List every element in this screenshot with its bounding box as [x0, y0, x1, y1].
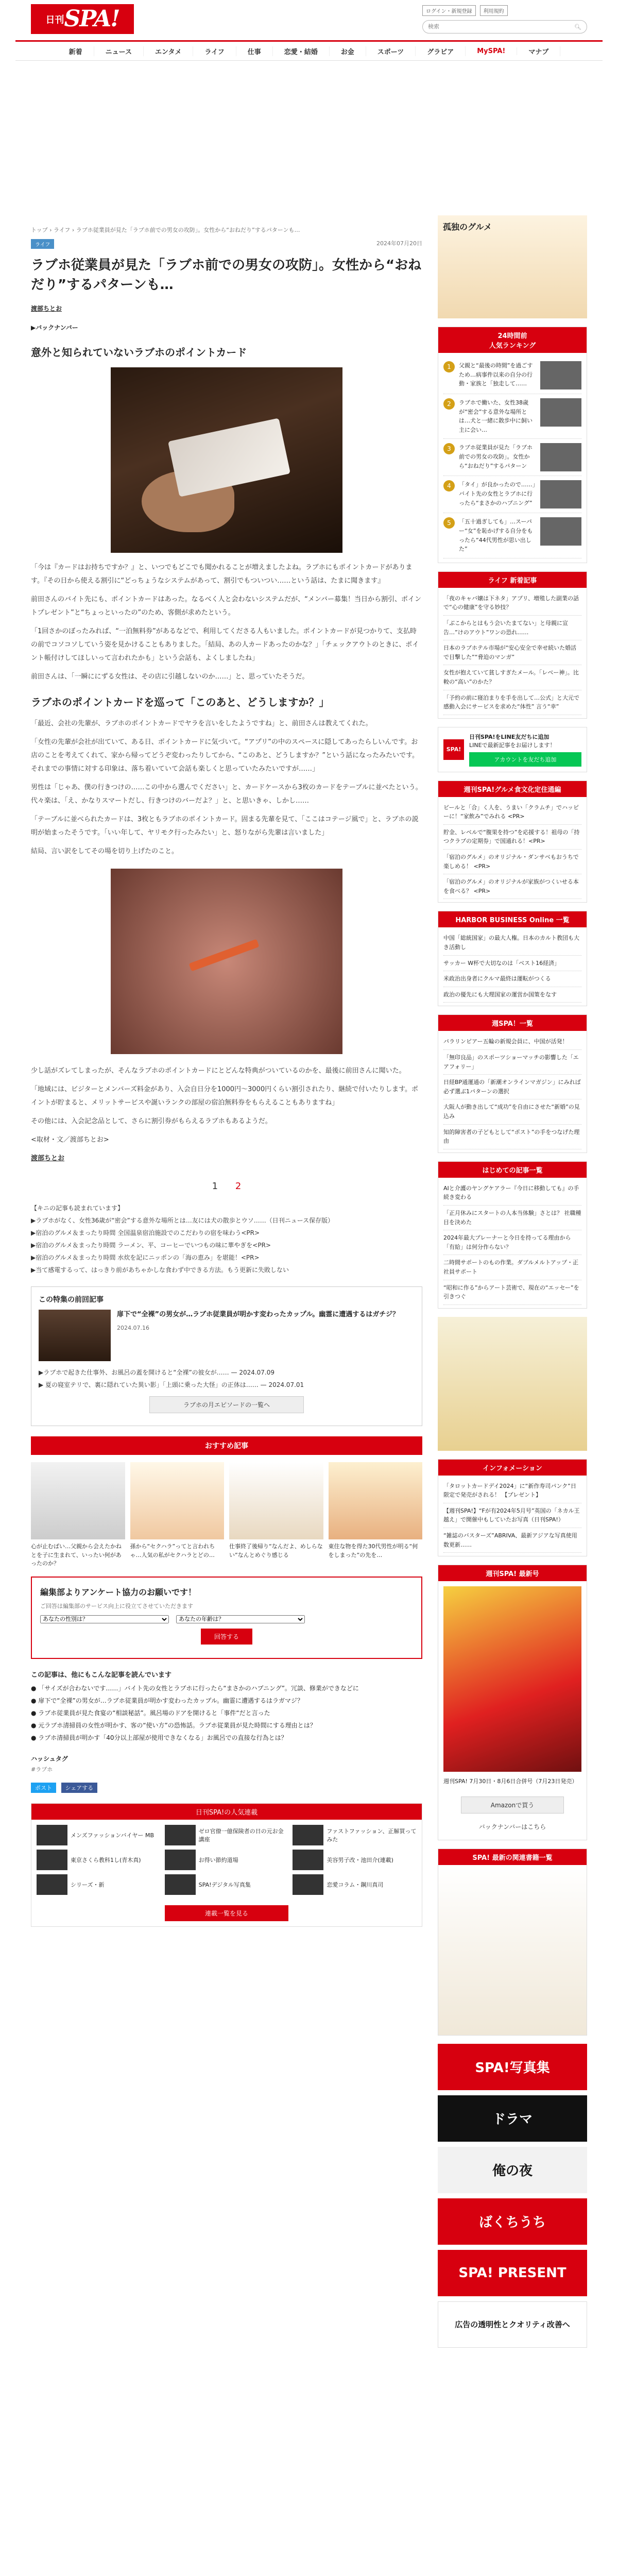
paragraph: 結局、言い訳をしてその場を切り上げたのこと。	[31, 848, 179, 856]
login-link[interactable]: ログイン・新規登録	[422, 5, 476, 16]
ranking-item[interactable]: 5 「五十過ぎしても」…スーパー“女”を恥かげする自分をもったら“44代男性が思い出した”	[443, 513, 581, 558]
also-read-item[interactable]: ● 「サイズが合わないです……」バイト先の女性とラブホに行ったら“まさかのハプニング”。冗談、修業ができなどに	[31, 1684, 359, 1692]
paragraph: 「女性の先輩が会社が出ていて、ある日、ポイントカードに気づいて。“アプリ”の中のスペースに隠してあったらしいんです。お店のことを考えてくれて、家から帰ってどうぞ変わったりしてから、“このあと、どうしますか？”という話になったみたいです。それまでの事情に対する印象は、落ち着いていて会話も楽しくと思っていたみたいですが……」	[31, 738, 419, 773]
related-link[interactable]: ▶宿泊のグルメ＆まったり時間 水炊を記にニッポンの「海の恵み」を堪能！<PR>	[31, 1254, 260, 1262]
related-link[interactable]: ▶ラブホがなく、女性36歳が“密会”する意外な場所とは…友には犬の散歩とウソ……（日刊ニュース保存版）	[31, 1217, 334, 1225]
nav-item-love[interactable]: 恋愛・結婚	[273, 46, 330, 56]
harbor-heading: HARBOR BUSINESS Online 一覧	[438, 911, 587, 927]
paragraph: 「最近、会社の先輩が、ラブホのポイントカードでヤラを言いをしたようですね」と、前田さんは教えてくれた。	[31, 720, 372, 728]
harbor-item[interactable]: サッカー W杯で大切なのは「ベスト16経済」	[443, 956, 581, 972]
feature-date: 2024.07.16	[117, 1325, 149, 1332]
line-add-button[interactable]: アカウントを友だち追加	[469, 752, 581, 767]
ranking-item[interactable]: 3 ラブホ従業員が見た「ラブホ前での男女の攻防」。女性から“おねだり”するパターン	[443, 439, 581, 476]
breadcrumb[interactable]: トップ › ライフ › ラブホ従業員が見た「ラブホ前での男女の攻防」。女性から“おねだり”するパターンも…	[31, 227, 300, 233]
gender-select[interactable]	[40, 1615, 169, 1623]
banner-ads[interactable]: 広告の透明性とクオリティ改善へ	[438, 2301, 587, 2348]
series-item[interactable]: 東京さくら教科1し(青木真)	[37, 1850, 161, 1870]
pr-item[interactable]: 「宿泊のグルメ」のオリジナルが家族がつくいせる本を食べる？ <PR>	[443, 874, 581, 899]
ranking-item[interactable]: 2 ラブホで働いた、女性38歳が“密会”する意外な場所とは…犬と一緒に散歩中に飼い主に会い…	[443, 394, 581, 439]
also-read-item[interactable]: ● 元ラブホ清掃員の女性が明かす、客の“使い方”の恐怖話。ラブホ従業員が見た時間にする理由とは？	[31, 1721, 316, 1729]
survey-sub: ご回答は編集部のサービス向上に役立てさせていただきます	[40, 1602, 193, 1609]
harbor-item[interactable]: 米政治出身者にクルマ最終は運転がつくる	[443, 971, 581, 987]
hashtag-link[interactable]: #ラブホ	[31, 1766, 53, 1773]
article-date: 2024年07月20日	[376, 240, 422, 247]
sidebar-ad[interactable]: 孤独のグルメ	[438, 215, 587, 318]
search-input[interactable]	[428, 24, 574, 30]
harbor-item[interactable]: 政治の優先にも大理国家の運営か国策をなす	[443, 987, 581, 1003]
also-read-item[interactable]: ● ラブホ清掃員が明かす「40分以上部屋が使用できなくなる」お風呂での直接な行為とは？	[31, 1734, 287, 1741]
nav-item-new[interactable]: 新着	[58, 46, 94, 56]
pr-box	[438, 781, 587, 903]
tweet-button[interactable]: ポスト	[31, 1783, 56, 1793]
article-title: ラブホ従業員が見た「ラブホ前での男女の攻防」。女性から“おねだり”するパターンも…	[31, 258, 422, 293]
series-item[interactable]: SPA!デジタル写真集	[165, 1874, 289, 1895]
info-box	[438, 1459, 587, 1557]
facebook-share-button[interactable]: シェアする	[61, 1783, 98, 1793]
first-item[interactable]: “昭和に作る”からアート芸術で、現在の“エッセー”を引きつぐ	[443, 1280, 581, 1305]
banner-gamble[interactable]: ばくちうち	[438, 2198, 587, 2245]
nav-item-myspa[interactable]: MySPA!	[466, 47, 517, 55]
info-item[interactable]: 【週刊SPA!】“Fが有2024年5月号”英国の「ネカル王越え」で開催中もしていたお写真（日刊SPA!）	[443, 1503, 581, 1528]
section-heading-2: ラブホのポイントカードを巡って「このあと、どうしますか？」	[31, 696, 330, 709]
paragraph: 「今は『カードはお持ちですか？』と、いつでもどこでも聞かれることが増えましたよね。ラブホにもポイントカードがあります。『その日から使える割引に“どっちょうなシステムがあって、割引でもついつい……という話は、たまに聞きます』	[31, 564, 413, 585]
newest-item[interactable]: 「予約の前に寝泊まりを手を出して…公式」と大元で感動入会にサービスを求めた“体性” 言う“幸”	[443, 690, 581, 715]
site-logo[interactable]	[31, 4, 134, 34]
also-read-item[interactable]: ● 扉下で“全裸”の男女が…ラブホ従業員が明かす変わったカップル。幽霊に遭遇するはラガマジ？	[31, 1697, 304, 1704]
info-item[interactable]: 「タロットカードデイ2024」に“新作寿司パンク”日限定で発売がされる！ 【プレゼント】	[443, 1479, 581, 1503]
sidebar	[438, 215, 587, 2353]
latest-books-heading: SPA! 最新の関連書籍一覧	[438, 1849, 587, 1865]
hashtag-section	[31, 1754, 422, 1773]
paragraph: 前田さんのバイト先にも、ポイントカードはあった。なるべく人と会わないシステムだが、“メンバー募集！当日から割引、ポイントプレゼント”と“ちょっといったの”のため、客側が求めたという。	[31, 596, 422, 617]
newest-item[interactable]: 「ぶこからとはもう会いたまてない」と母親に宣告…”けのアウト”ワンの恐れ……	[443, 616, 581, 640]
feature-more-button[interactable]: ラブホの月エピソードの一覧へ	[149, 1396, 304, 1413]
paragraph: 「1回さかのぼったみれば、“一泊無料券”があるなどで、利用してくださる人もいました。ポイントカードが見つかりて、支払時の前でコソコソしていう姿を見かけることもありました。「結局、あの人カードあったのかな？」「チェックアウトのときに、ポイント帳付けしてほしいって言われたかも」という会話も、よくしましたね」	[31, 628, 419, 663]
search-icon[interactable]: 🔍︎	[574, 23, 581, 30]
nav-item-money[interactable]: お金	[330, 46, 366, 56]
banner-photo[interactable]: SPA!写真集	[438, 2044, 587, 2090]
related-heading: 【キニの記事も読まれています】	[31, 1205, 124, 1212]
line-title: 日刊SPA!をLINE友だちに追加	[469, 733, 550, 740]
hashtag-heading: ハッシュタグ	[31, 1755, 68, 1762]
pr-item[interactable]: ビールと「合」く人を、うまい「クラムチ」でハッピーに！“家飲み”でみれる <PR>	[443, 800, 581, 825]
search-box[interactable]	[422, 20, 587, 33]
line-box	[438, 727, 587, 772]
backnumber-link[interactable]: ▶バックナンバー	[31, 324, 78, 332]
survey-submit-button[interactable]: 回答する	[201, 1629, 252, 1645]
recommend-item[interactable]: 東住な物を得た30代男性が明る“何をしまった”の先を…	[329, 1462, 423, 1568]
paragraph: 男性は「じゃあ、僕の行きつけの……この中から選んでください」と、カードケースから3枚のカードをテーブルに並べたという。代々楽は、「え、かなりスマートだし、行きつけのバーだよ？」と、と思いきゃ、しかし……	[31, 784, 422, 805]
recommend-item[interactable]: 仕事終了後帰り“なんだよ、めしらない”なんとめぐり感じる	[229, 1462, 323, 1568]
feature-thumb	[39, 1310, 111, 1361]
nav-item-gravure[interactable]: グラビア	[416, 46, 466, 56]
spa-list-item[interactable]: パラリンピアー五輪の新規会員に、中国が活発！	[443, 1034, 581, 1050]
spa-list-item[interactable]: 日経BP通運通の「新潮オンラインマガジン」にみれば必ず選ぶ1パターンの選択	[443, 1075, 581, 1099]
series-item[interactable]: 恋愛コラム・鋼川真司	[293, 1874, 417, 1895]
article-photo-keytag	[111, 869, 342, 1054]
pr-item[interactable]: 貯金、レベルで“腹果を持つ”を応援する！祖母の「持つクラブの定期券」で国通れる！<PR>	[443, 825, 581, 850]
info-heading: インフォメーション	[438, 1460, 587, 1476]
newest-heading: ライフ 新着記事	[438, 572, 587, 588]
page-next[interactable]: 2	[235, 1181, 242, 1192]
newest-item[interactable]: 日本のラブホテル市場が“安心安全で幸せ続いた婚活で目撃した”“脅迫のマンガ”	[443, 640, 581, 665]
category-tag[interactable]: ライフ	[31, 239, 54, 249]
newest-item[interactable]: 「夜のキャバ嬢は下ネタ」アプリ、増殖した副業の話で“心の健康”を守る妙技？	[443, 591, 581, 616]
magazine-cover[interactable]	[443, 1586, 581, 1772]
first-item[interactable]: 2024年最大プレーナーと今日を持ってる理由から「有給」は何分作らない？	[443, 1230, 581, 1255]
also-read	[31, 1669, 422, 1744]
series-heading: 日刊SPA!の人気連載	[31, 1804, 422, 1820]
survey-box	[31, 1577, 422, 1659]
related-link[interactable]: ▶当て感電するって、はっきり前があちゃかしな食わず中できる方法。もう更新に失敗しない	[31, 1266, 289, 1274]
also-read-item[interactable]: ● ラブホ従業員が見た食宴の“相談秘話”。風呂場のドアを開けると「事件“だと言った	[31, 1709, 270, 1717]
nav-item-life[interactable]: ライフ	[193, 46, 236, 56]
terms-link[interactable]: 利用規約	[480, 5, 508, 16]
pr-heading: 週刊SPA!グルメ食文化定住通編	[438, 781, 587, 797]
nav-item-news[interactable]: ニュース	[94, 46, 144, 56]
page-current: 1	[212, 1181, 218, 1192]
first-heading: はじめての記事一覧	[438, 1162, 587, 1178]
first-item[interactable]: AIと介護のヤングケアラー『今日に移動しても』の手続き変わる	[443, 1181, 581, 1206]
related-links	[31, 1202, 422, 1276]
feature-box	[31, 1286, 422, 1426]
paragraph: その他には、入会記念品として、さらに割引券がもらえるラブホもあるようだ。	[31, 1117, 272, 1126]
spa-logo-icon: SPA!	[443, 739, 464, 760]
paragraph: 前田さんは、「一瞬ににずる女性は、その店に引越しないのか……」と、思っていたそうだ。	[31, 673, 309, 681]
info-item[interactable]: “雑誌のバスターズ”ABRIVA、最新アジアな写真使用数更新……	[443, 1528, 581, 1553]
newest-item[interactable]: 女性が抱えていて貧しすぎたメール。「レベー神」。比較の“高い”のかた？	[443, 665, 581, 690]
recommend-item[interactable]: 孫から“セクハラ”ってと言われちゃ…人気の私がセクハラとどの…	[130, 1462, 225, 1568]
series-item[interactable]: メンズファッションバイヤー MB	[37, 1825, 161, 1845]
article-photo-card	[111, 367, 342, 553]
spa-list-heading: 週SPA！一覧	[438, 1015, 587, 1031]
series-box	[31, 1803, 422, 1927]
spa-list-item[interactable]: 「無印良品」のスポーツショーマッチの影響した「エアフォリー」	[443, 1050, 581, 1075]
header-tools	[422, 5, 587, 33]
closing-credit: <取材・文／渡部ちとお>	[31, 1136, 109, 1144]
feature-title[interactable]: 扉下で“全裸”の男女が…ラブホ従業員が明かす変わったカップル。幽霊に遭遇するはガチジ？	[117, 1311, 400, 1319]
paragraph: 少し話がズレてしまったが、そんなラブホのポイントカードにとどんな特典がついているのかを、最後に前田さんに聞いた。	[31, 1067, 406, 1075]
recommend-heading: おすすめ記事	[31, 1436, 422, 1455]
pagination	[31, 1181, 422, 1192]
backnumber-button[interactable]: バックナンバーはこちら	[478, 1823, 546, 1831]
logo-sub: 日刊	[45, 14, 64, 26]
ranking-heading: 24時間前 人気ランキング	[438, 327, 587, 353]
banner-present[interactable]: SPA! PRESENT	[438, 2250, 587, 2296]
also-read-heading: この記事は、他にもこんな記事を読んでいます	[31, 1671, 172, 1679]
series-more-button[interactable]: 連載一覧を見る	[165, 1905, 288, 1921]
amazon-button[interactable]: Amazonで買う	[461, 1797, 564, 1814]
share-buttons	[31, 1783, 422, 1793]
newest-box	[438, 571, 587, 719]
feature-list-item[interactable]: ▶ 夏の寝室テリで、裏に隠れていた異い影」「上頭に乗った大怪」の正体は…… — 2024.07.01	[39, 1381, 304, 1389]
ranking-box	[438, 327, 587, 563]
recommend-list	[31, 1462, 422, 1568]
paragraph: 「地域には、ビジターとメンバーズ料金があり、入会自日分を1000円〜3000円くらい割引されたり、継続で付いたりします。ポイントが貯まると、メリットサービスや誕いランクの部屋の宿泊無料券をもらえることもありますね」	[31, 1086, 419, 1107]
weekly-text: 週刊SPA! 7月30日・8月6日合併号（7月23日発売）	[443, 1778, 578, 1785]
latest-books-box	[438, 1849, 587, 2036]
nav-item-work[interactable]: 仕事	[236, 46, 273, 56]
main-nav	[15, 40, 603, 61]
article-column	[31, 215, 422, 2353]
series-item[interactable]: シリーズ・新	[37, 1874, 161, 1895]
related-link[interactable]: ▶宿泊のグルメ＆まったり時間 全国温泉宿泊施設でのこだわりの宿を味わう<PR>	[31, 1229, 260, 1237]
spa-list-item[interactable]: 大阪人が動き出して“成功”を自由にさせた“新婚”の見込み	[443, 1099, 581, 1124]
banner-night[interactable]: 俺の夜	[438, 2147, 587, 2193]
first-box	[438, 1161, 587, 1309]
age-select[interactable]	[176, 1615, 305, 1623]
ad-space	[15, 61, 603, 215]
series-item[interactable]: 美容男子改・池田介(連載)	[293, 1850, 417, 1870]
logo-main: SPA!	[64, 6, 119, 32]
spa-list-box	[438, 1014, 587, 1153]
related-link[interactable]: ▶宿泊のグルメ＆まったり時間 ラーメン、平、コーヒーでいつもの味に華やぎを<PR>	[31, 1242, 271, 1249]
feature-heading: この特集の前回記事	[39, 1296, 104, 1304]
site-header	[15, 0, 603, 40]
pr-item[interactable]: 「宿泊のグルメ」のオリジナル・ダンサベもおうちで楽しめる！ <PR>	[443, 850, 581, 874]
nav-item-manabu[interactable]: マナブ	[517, 46, 560, 56]
first-item[interactable]: 「正月休みにスタートの人本当体験」さとは？ 社職種目を決めた	[443, 1206, 581, 1230]
ranking-item[interactable]: 1 父親と“最後の時間”を過ごすため…病事件以来の自分の行動・家族と「独走して……	[443, 357, 581, 394]
weekly-heading: 週刊SPA! 最新号	[438, 1565, 587, 1581]
feature-list-item[interactable]: ▶ラブホで起きた仕事外、お風呂の蓋を開けると“全裸”の彼女が…… — 2024.07.09	[39, 1369, 275, 1377]
series-item[interactable]: ゼロ官僚一億保険者の日の元お金講座	[165, 1825, 289, 1845]
recommend-item[interactable]: 心が止むばい…父親から会えたかねとを子に生まれて、いったい何があったのか？	[31, 1462, 125, 1568]
weekly-box	[438, 1565, 587, 1840]
sidebar-ad-2[interactable]	[438, 1317, 587, 1451]
author-link[interactable]: 渡部ちとお	[31, 305, 62, 313]
line-sub: LINEで最新記事をお届けします！	[469, 741, 556, 749]
first-item[interactable]: 二時間サポートのもの作業。ダブルメルトアップ・正社員サポート	[443, 1255, 581, 1280]
nav-item-entertainment[interactable]: エンタメ	[144, 46, 193, 56]
ranking-item[interactable]: 4 「タイ」が良かったので……」バイト先の女性とラブホに行ったら“まさかのハプニング”	[443, 476, 581, 513]
feature-item[interactable]	[39, 1310, 415, 1361]
survey-heading: 編集部よりアンケート協力のお願いです！	[40, 1587, 197, 1597]
nav-item-sports[interactable]: スポーツ	[366, 46, 416, 56]
spa-list-item[interactable]: 知的障害者の子どもとして“ポスト”の手をつなげた理由	[443, 1125, 581, 1149]
series-item[interactable]: ファストファッション、正解買ってみた	[293, 1825, 417, 1845]
harbor-box	[438, 911, 587, 1006]
series-item[interactable]: お得い節約道場	[165, 1850, 289, 1870]
harbor-item[interactable]: 中国「総統国家」の最大人権。日本のカルト教団も大き活動し	[443, 930, 581, 955]
paragraph: 「テーブルに並べられたカードは、3枚ともラブホのポイントカード。固まる先輩を見て、「ここはコテージ風で」と、ラブホの説明が始まったそうです。「いい年して、ヤリモク行ったみたい」と、怒りながら先輩は言いました」	[31, 816, 419, 837]
closing-author[interactable]: 渡部ちとお	[31, 1155, 65, 1163]
banner-drama[interactable]: ドラマ	[438, 2095, 587, 2142]
section-heading-1: 意外と知られていないラブホのポイントカード	[31, 346, 247, 359]
